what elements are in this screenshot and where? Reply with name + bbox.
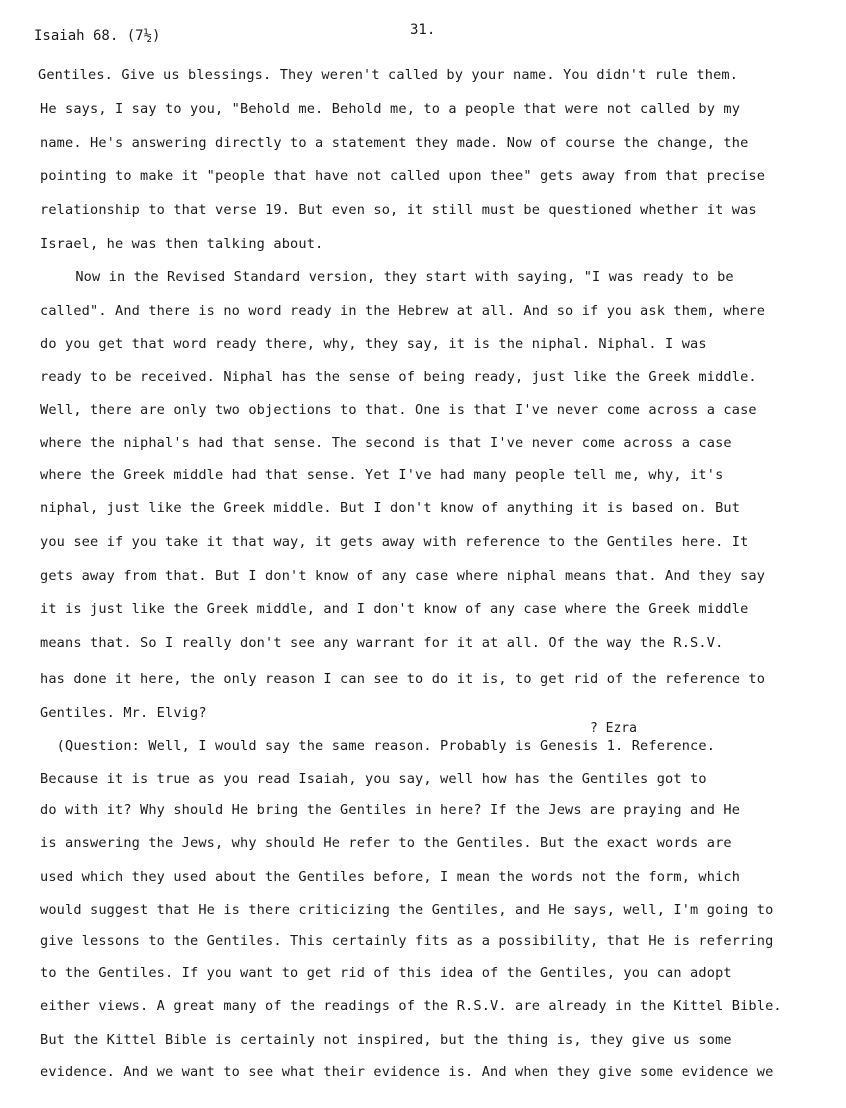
page-number: 31. (410, 22, 436, 38)
text-line: niphal, just like the Greek middle. But I don't know of anything it is based on. But (40, 500, 741, 516)
chapter-reference: Isaiah 68. (7½) (34, 28, 161, 44)
text-line: has done it here, the only reason I can see to do it is, to get rid of the reference to (40, 671, 766, 687)
text-line: ready to be received. Niphal has the sense of being ready, just like the Greek middle. (40, 369, 757, 385)
text-line: where the Greek middle had that sense. Yet I've had many people tell me, why, it's (40, 467, 724, 483)
text-line: called". And there is no word ready in the Hebrew at all. And so if you ask them, where (40, 303, 766, 319)
text-line: would suggest that He is there criticizing the Gentiles, and He says, well, I'm going to (40, 902, 774, 918)
text-line: Because it is true as you read Isaiah, you say, well how has the Gentiles got to (40, 771, 707, 787)
text-line: But the Kittel Bible is certainly not inspired, but the thing is, they give us some (40, 1032, 732, 1048)
text-line: He says, I say to you, "Behold me. Behold me, to a people that were not called by my (40, 101, 741, 117)
text-line: is answering the Jews, why should He refer to the Gentiles. But the exact words are (40, 835, 732, 851)
text-line: gets away from that. But I don't know of any case where niphal means that. And they say (40, 568, 766, 584)
margin-note: ? Ezra (590, 721, 637, 736)
text-line: means that. So I really don't see any warrant for it at all. Of the way the R.S.V. (40, 635, 724, 651)
text-line: give lessons to the Gentiles. This certainly fits as a possibility, that He is referring (40, 933, 774, 949)
page-header (34, 22, 826, 52)
text-line: Now in the Revised Standard version, they start with saying, "I was ready to be (42, 269, 734, 285)
text-line: do you get that word ready there, why, they say, it is the niphal. Niphal. I was (40, 336, 707, 352)
text-line: name. He's answering directly to a statement they made. Now of course the change, the (40, 135, 749, 151)
text-line: evidence. And we want to see what their evidence is. And when they give some evidence we (40, 1064, 774, 1080)
text-line: you see if you take it that way, it gets away with reference to the Gentiles here. It (40, 534, 749, 550)
text-line: pointing to make it "people that have not called upon thee" gets away from that precise (40, 168, 766, 184)
text-line: do with it? Why should He bring the Gentiles in here? If the Jews are praying and He (40, 802, 741, 818)
text-line: where the niphal's had that sense. The second is that I've never come across a case (40, 435, 732, 451)
text-line: relationship to that verse 19. But even so, it still must be questioned whether it was (40, 202, 757, 218)
text-line: either views. A great many of the readings of the R.S.V. are already in the Kittel Bible. (40, 998, 782, 1014)
text-line: (Question: Well, I would say the same reason. Probably is Genesis 1. Reference. (40, 738, 716, 754)
text-line: Gentiles. Give us blessings. They weren't called by your name. You didn't rule them. (38, 67, 739, 83)
text-line: used which they used about the Gentiles before, I mean the words not the form, which (40, 869, 741, 885)
text-line: it is just like the Greek middle, and I don't know of any case where the Greek middle (40, 601, 749, 617)
text-line: to the Gentiles. If you want to get rid of this idea of the Gentiles, you can adopt (40, 965, 732, 981)
text-line: Well, there are only two objections to that. One is that I've never come across a case (40, 402, 757, 418)
text-line: Gentiles. Mr. Elvig? (40, 705, 207, 721)
text-line: Israel, he was then talking about. (40, 236, 324, 252)
